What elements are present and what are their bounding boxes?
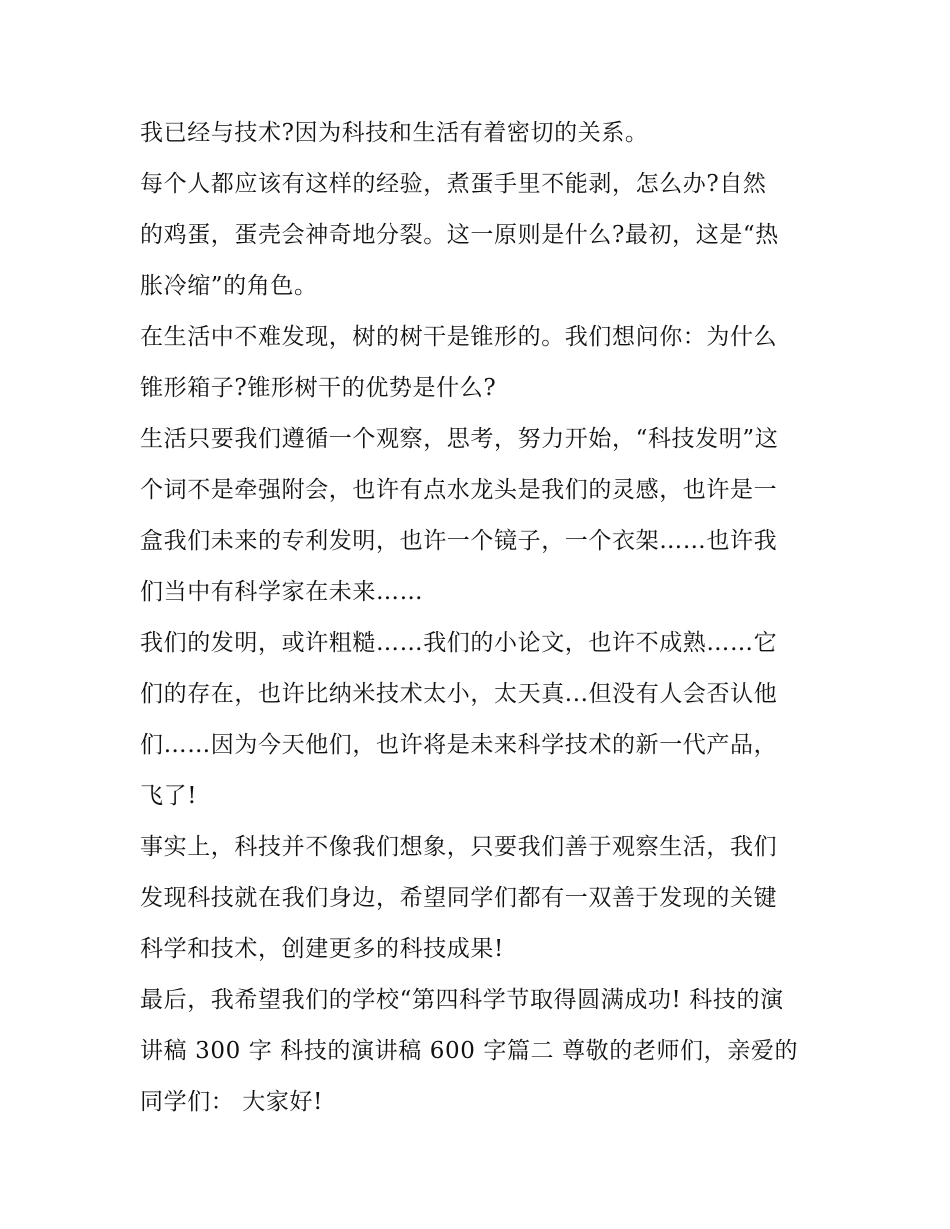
text-line: 们当中有科学家在未来…… bbox=[140, 579, 424, 605]
text-line: 在生活中不难发现，树的树干是锥形的。我们想问你：为什么 bbox=[140, 324, 778, 350]
text-line: 讲稿 300 字 科技的演讲稿 600 字篇二 尊敬的老师们，亲爱的 bbox=[140, 1038, 799, 1064]
text-line: 的鸡蛋，蛋壳会神奇地分裂。这一原则是什么?最初，这是“热 bbox=[140, 222, 779, 248]
text-line: 们的存在，也许比纳米技术太小，太天真...但没有人会否认他 bbox=[140, 681, 778, 707]
text-line: 们……因为今天他们，也许将是未来科学技术的新一代产品， bbox=[140, 732, 778, 758]
document-body bbox=[140, 108, 820, 1128]
text-line: 同学们： 大家好! bbox=[140, 1089, 323, 1115]
text-line: 盒我们未来的专利发明，也许一个镜子，一个衣架……也许我 bbox=[140, 528, 778, 554]
text-line: 生活只要我们遵循一个观察，思考，努力开始，“科技发明”这 bbox=[140, 426, 779, 452]
text-line: 最后，我希望我们的学校“第四科学节取得圆满成功! 科技的演 bbox=[140, 987, 784, 1013]
text-line: 科学和技术，创建更多的科技成果! bbox=[140, 936, 504, 962]
text-line: 我们的发明，或许粗糙……我们的小论文，也许不成熟……它 bbox=[140, 630, 778, 656]
text-line: 飞了! bbox=[140, 783, 198, 809]
text-line: 个词不是牵强附会，也许有点水龙头是我们的灵感，也许是一 bbox=[140, 477, 778, 503]
text-line: 发现科技就在我们身边，希望同学们都有一双善于发现的关键 bbox=[140, 885, 778, 911]
text-line: 锥形箱子?锥形树干的优势是什么? bbox=[140, 375, 497, 401]
text-line: 胀冷缩”的角色。 bbox=[140, 273, 318, 299]
text-line: 每个人都应该有这样的经验，煮蛋手里不能剥，怎么办?自然 bbox=[140, 171, 767, 197]
text-line: 我已经与技术?因为科技和生活有着密切的关系。 bbox=[140, 120, 649, 146]
text-line: 事实上，科技并不像我们想象，只要我们善于观察生活，我们 bbox=[140, 834, 778, 860]
